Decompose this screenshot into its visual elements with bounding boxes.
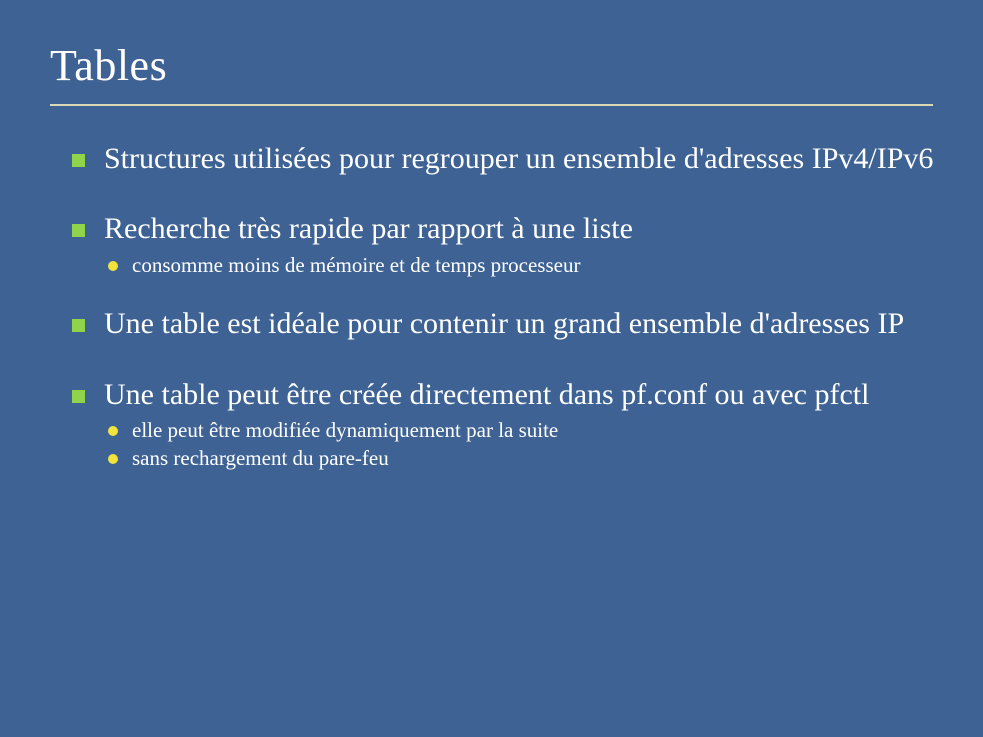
sub-bullet-text: consomme moins de mémoire et de temps processeur: [132, 252, 581, 277]
list-item: [68, 376, 948, 473]
list-item: [68, 140, 948, 178]
sub-list-item: [104, 444, 948, 472]
bullet-text: Recherche très rapide par rapport à une liste: [104, 212, 633, 246]
sub-list-item: [104, 251, 948, 279]
bullet-list: [68, 140, 948, 473]
square-bullet-icon: [72, 154, 85, 167]
square-bullet-icon: [72, 224, 85, 237]
dot-bullet-icon: [108, 426, 118, 436]
dot-bullet-icon: [108, 261, 118, 271]
spacer: [68, 285, 948, 305]
list-item: [68, 210, 948, 279]
sub-bullet-list: [104, 416, 948, 473]
dot-bullet-icon: [108, 454, 118, 464]
list-item: [68, 305, 948, 343]
spacer: [68, 350, 948, 376]
square-bullet-icon: [72, 319, 85, 332]
slide-content: [68, 140, 948, 479]
sub-bullet-text: elle peut être modifiée dynamiquement par la suite: [132, 417, 559, 442]
sub-bullet-text: sans rechargement du pare-feu: [132, 446, 389, 471]
spacer: [68, 184, 948, 210]
title-divider: [50, 104, 933, 106]
page-title: Tables: [50, 41, 168, 90]
bullet-text: Structures utilisées pour regrouper un ensemble d'adresses IPv4/IPv6: [104, 142, 934, 175]
bullet-text: Une table est idéale pour contenir un grand ensemble d'adresses IP: [104, 307, 905, 341]
square-bullet-icon: [72, 390, 85, 403]
bullet-text: Une table peut être créée directement dans pf.conf ou avec pfctl: [104, 377, 870, 411]
sub-list-item: [104, 416, 948, 444]
sub-bullet-list: [104, 251, 948, 279]
